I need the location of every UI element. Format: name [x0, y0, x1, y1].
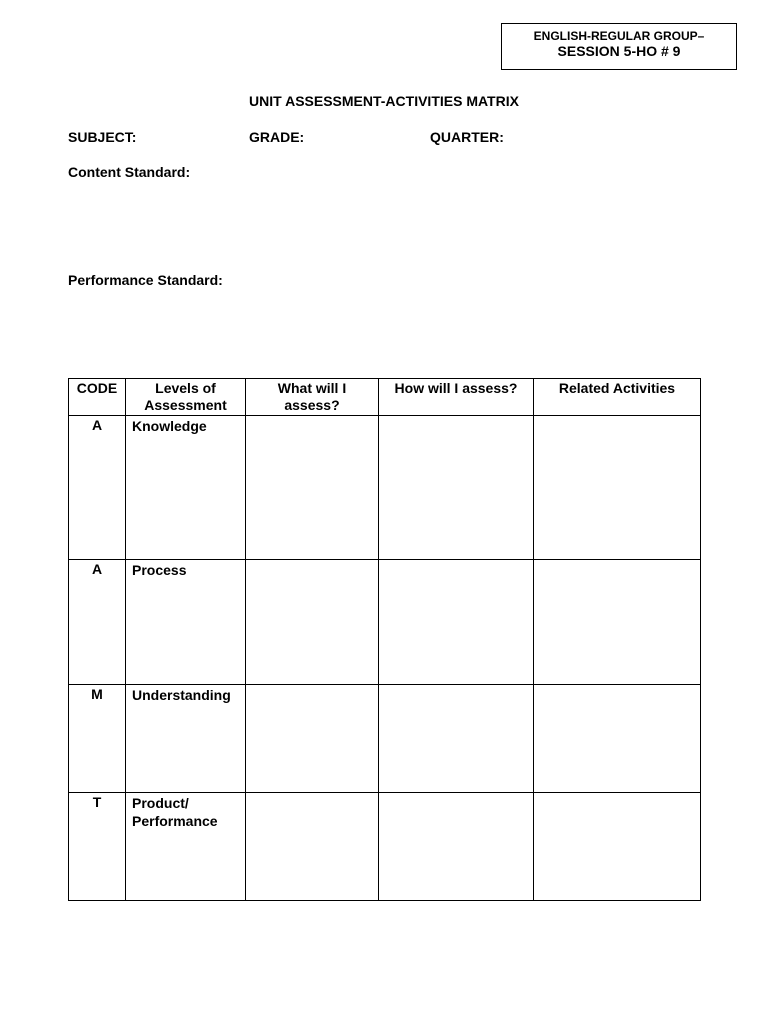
table-row — [69, 560, 701, 685]
how-cell — [379, 793, 534, 901]
assessment-matrix-table — [68, 378, 701, 901]
header-how-will-i-assess: How will I assess? — [379, 379, 534, 416]
level-cell: Understanding — [126, 685, 246, 793]
what-cell — [246, 416, 379, 560]
what-cell — [246, 793, 379, 901]
header-levels-of-assessment: Levels of Assessment — [126, 379, 246, 416]
related-cell — [534, 685, 701, 793]
table-header-row — [69, 379, 701, 416]
table-row — [69, 793, 701, 901]
code-cell: T — [69, 793, 126, 901]
level-cell: Process — [126, 560, 246, 685]
table-row — [69, 416, 701, 560]
level-cell: Knowledge — [126, 416, 246, 560]
what-cell — [246, 560, 379, 685]
table-row — [69, 685, 701, 793]
code-cell: M — [69, 685, 126, 793]
related-cell — [534, 416, 701, 560]
grade-label: GRADE: — [249, 129, 305, 145]
what-cell — [246, 685, 379, 793]
content-standard-label: Content Standard: — [68, 164, 191, 180]
related-cell — [534, 560, 701, 685]
header-what-will-i-assess: What will I assess? — [246, 379, 379, 416]
subject-label: SUBJECT: — [68, 129, 137, 145]
level-cell: Product/ Performance — [126, 793, 246, 901]
performance-standard-label: Performance Standard: — [68, 272, 223, 288]
how-cell — [379, 685, 534, 793]
how-cell — [379, 416, 534, 560]
header-related-activities: Related Activities — [534, 379, 701, 416]
session-label: SESSION 5-HO # 9 — [557, 43, 681, 59]
code-cell: A — [69, 416, 126, 560]
related-cell — [534, 793, 701, 901]
header-code: CODE — [69, 379, 126, 416]
code-cell: A — [69, 560, 126, 685]
group-label: ENGLISH-REGULAR GROUP– — [533, 29, 705, 43]
quarter-label: QUARTER: — [430, 129, 504, 145]
session-header-box — [501, 23, 737, 70]
document-title: UNIT ASSESSMENT-ACTIVITIES MATRIX — [249, 93, 519, 109]
how-cell — [379, 560, 534, 685]
